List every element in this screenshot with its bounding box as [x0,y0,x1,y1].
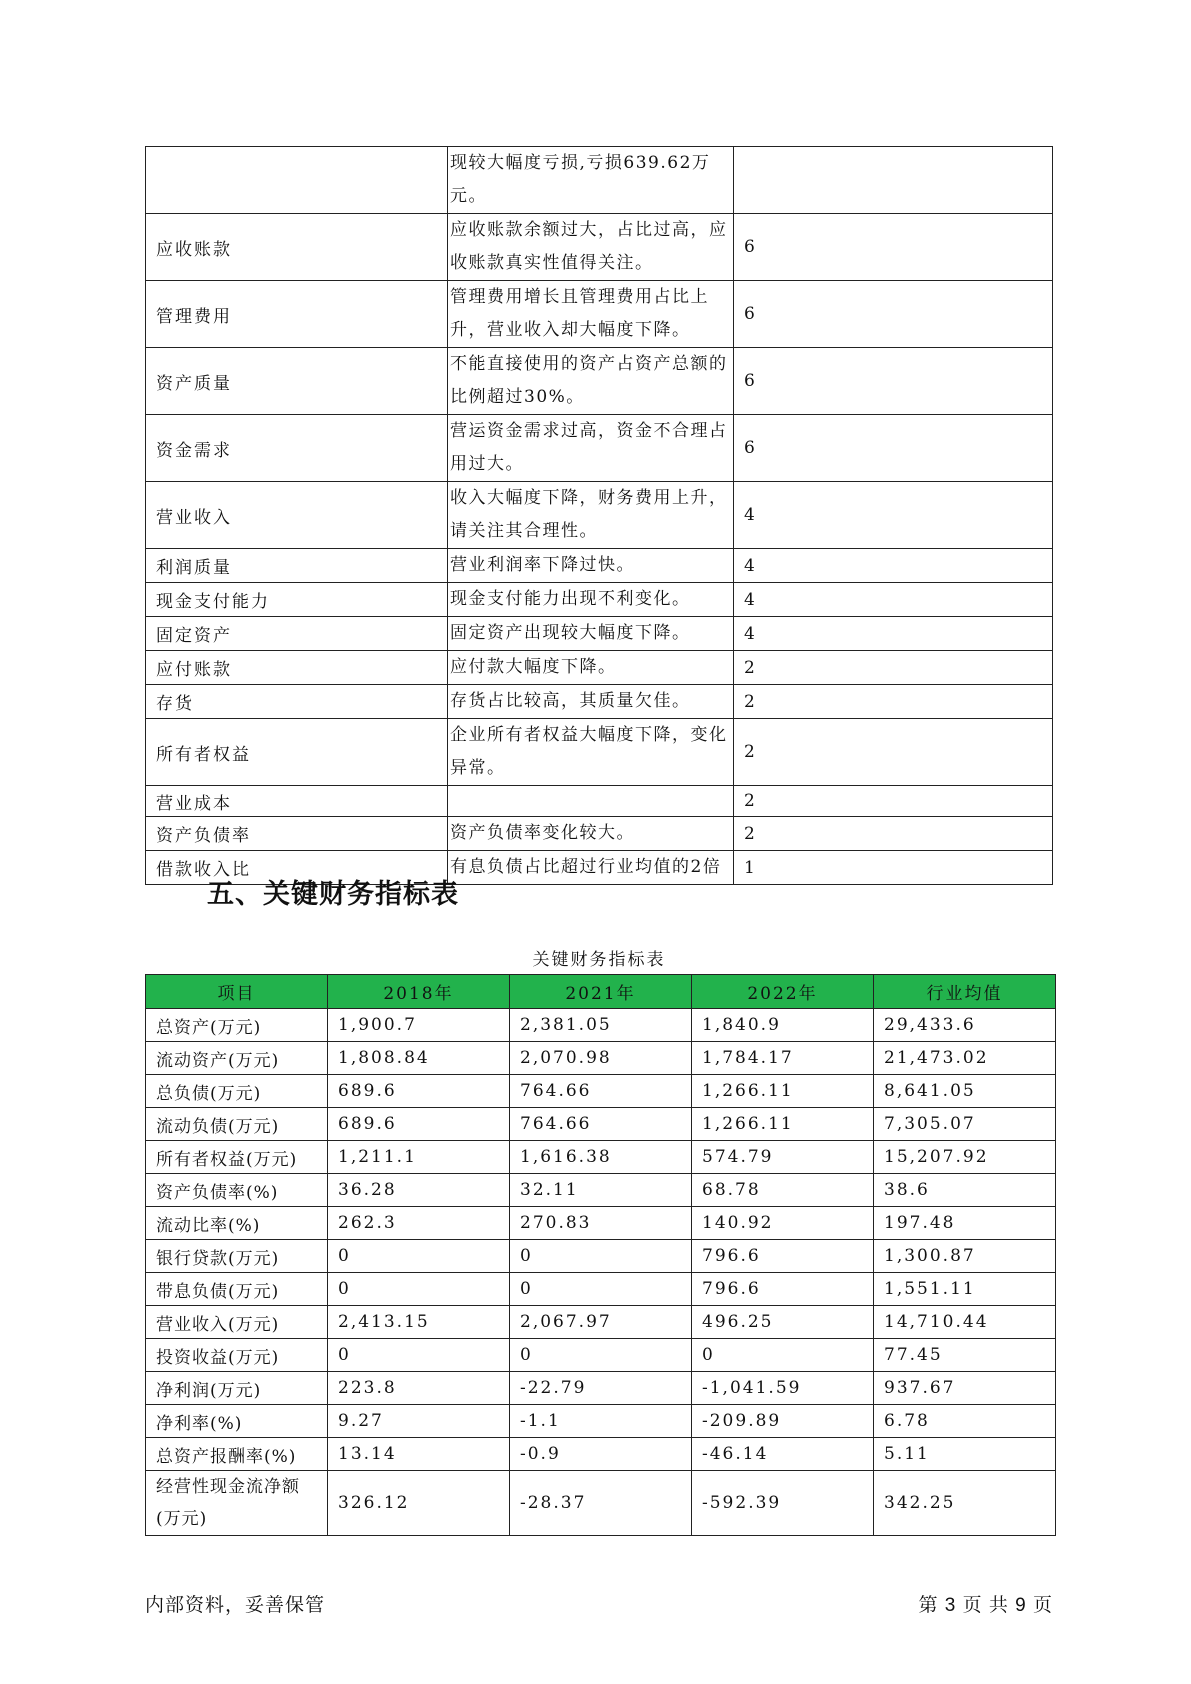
footer-confidential-note: 内部资料，妥善保管 [145,1595,326,1616]
column-header: 2021年 [510,975,692,1009]
value-cell: -1,041.59 [692,1372,874,1405]
value-cell: 937.67 [874,1372,1056,1405]
risk-score-cell: 4 [734,549,1053,583]
value-cell: 223.8 [328,1372,510,1405]
risk-desc-cell: 营业利润率下降过快。 [448,549,734,583]
risk-score-cell: 1 [734,851,1053,885]
value-cell: 0 [510,1273,692,1306]
risk-row [146,617,1053,651]
risk-row [146,281,1053,348]
risk-score-cell: 2 [734,786,1053,817]
risk-score-cell [734,147,1053,214]
value-cell: -22.79 [510,1372,692,1405]
row-label: 净利润(万元) [146,1372,328,1405]
risk-desc-cell: 应付款大幅度下降。 [448,651,734,685]
risk-item-cell: 应付账款 [146,651,448,685]
risk-row [146,817,1053,851]
value-cell: 2,067.97 [510,1306,692,1339]
risk-item-cell: 资产质量 [146,348,448,415]
risk-item-cell: 资金需求 [146,415,448,482]
row-label: 资产负债率(%) [146,1174,328,1207]
table-row [146,1141,1056,1174]
column-header: 2018年 [328,975,510,1009]
value-cell: 0 [328,1339,510,1372]
value-cell: 0 [328,1273,510,1306]
risk-row [146,685,1053,719]
value-cell: -46.14 [692,1438,874,1471]
risk-row [146,583,1053,617]
value-cell: 2,070.98 [510,1042,692,1075]
value-cell: 1,616.38 [510,1141,692,1174]
risk-desc-cell: 企业所有者权益大幅度下降，变化异常。 [448,719,734,786]
risk-indicator-table [145,146,1053,885]
risk-item-cell: 利润质量 [146,549,448,583]
value-cell: 0 [328,1240,510,1273]
value-cell: 1,266.11 [692,1108,874,1141]
risk-row [146,214,1053,281]
value-cell: -0.9 [510,1438,692,1471]
section-title: 五、关键财务指标表 [207,879,459,909]
value-cell: 32.11 [510,1174,692,1207]
value-cell: 496.25 [692,1306,874,1339]
risk-score-cell: 6 [734,281,1053,348]
column-header: 项目 [146,975,328,1009]
table-row [146,1075,1056,1108]
row-label: 净利率(%) [146,1405,328,1438]
risk-desc-cell: 存货占比较高，其质量欠佳。 [448,685,734,719]
risk-row [146,482,1053,549]
risk-desc-cell: 管理费用增长且管理费用占比上升，营业收入却大幅度下降。 [448,281,734,348]
value-cell: 68.78 [692,1174,874,1207]
value-cell: 796.6 [692,1273,874,1306]
risk-row [146,651,1053,685]
table-header-row [146,975,1056,1009]
risk-desc-cell: 固定资产出现较大幅度下降。 [448,617,734,651]
risk-row [146,348,1053,415]
risk-row [146,786,1053,817]
value-cell: 764.66 [510,1108,692,1141]
risk-desc-cell: 资产负债率变化较大。 [448,817,734,851]
risk-item-cell: 应收账款 [146,214,448,281]
value-cell: 689.6 [328,1075,510,1108]
table-row [146,1438,1056,1471]
risk-score-cell: 6 [734,415,1053,482]
value-cell: 1,840.9 [692,1009,874,1042]
table-row [146,1240,1056,1273]
table-row [146,1207,1056,1240]
table-row [146,1009,1056,1042]
value-cell: 1,900.7 [328,1009,510,1042]
table-row [146,1108,1056,1141]
value-cell: 8,641.05 [874,1075,1056,1108]
risk-score-cell: 4 [734,617,1053,651]
risk-item-cell: 营业成本 [146,786,448,817]
row-label: 总资产报酬率(%) [146,1438,328,1471]
value-cell: 0 [510,1240,692,1273]
value-cell: 21,473.02 [874,1042,1056,1075]
risk-score-cell: 6 [734,214,1053,281]
risk-row [146,415,1053,482]
row-label: 投资收益(万元) [146,1339,328,1372]
value-cell: 1,784.17 [692,1042,874,1075]
value-cell: 29,433.6 [874,1009,1056,1042]
value-cell: 15,207.92 [874,1141,1056,1174]
value-cell: 1,551.11 [874,1273,1056,1306]
risk-score-cell: 2 [734,685,1053,719]
value-cell: 1,300.87 [874,1240,1056,1273]
row-label: 总负债(万元) [146,1075,328,1108]
value-cell: 14,710.44 [874,1306,1056,1339]
value-cell: 38.6 [874,1174,1056,1207]
risk-item-cell: 固定资产 [146,617,448,651]
risk-item-cell: 所有者权益 [146,719,448,786]
risk-row [146,549,1053,583]
risk-item-cell: 现金支付能力 [146,583,448,617]
value-cell: 0 [510,1339,692,1372]
column-header: 行业均值 [874,975,1056,1009]
row-label: 带息负债(万元) [146,1273,328,1306]
value-cell: -592.39 [692,1471,874,1536]
value-cell: 689.6 [328,1108,510,1141]
row-label: 营业收入(万元) [146,1306,328,1339]
value-cell: 5.11 [874,1438,1056,1471]
risk-item-cell: 存货 [146,685,448,719]
table-row [146,1471,1056,1536]
value-cell: 9.27 [328,1405,510,1438]
table-caption: 关键财务指标表 [532,950,666,970]
value-cell: 764.66 [510,1075,692,1108]
risk-score-cell: 2 [734,719,1053,786]
value-cell: 2,381.05 [510,1009,692,1042]
risk-score-cell: 2 [734,817,1053,851]
row-label: 流动负债(万元) [146,1108,328,1141]
risk-desc-cell [448,786,734,817]
value-cell: 36.28 [328,1174,510,1207]
value-cell: 140.92 [692,1207,874,1240]
value-cell: 1,808.84 [328,1042,510,1075]
value-cell: 796.6 [692,1240,874,1273]
risk-item-cell [146,147,448,214]
risk-desc-cell: 现金支付能力出现不利变化。 [448,583,734,617]
value-cell: 197.48 [874,1207,1056,1240]
row-label: 流动比率(%) [146,1207,328,1240]
value-cell: -209.89 [692,1405,874,1438]
value-cell: 1,266.11 [692,1075,874,1108]
risk-desc-cell: 现较大幅度亏损,亏损639.62万元。 [448,147,734,214]
risk-score-cell: 2 [734,651,1053,685]
risk-desc-cell: 有息负债占比超过行业均值的2倍 [448,851,734,885]
value-cell: 342.25 [874,1471,1056,1536]
value-cell: 270.83 [510,1207,692,1240]
value-cell: -1.1 [510,1405,692,1438]
key-financial-metrics-table [145,974,1056,1536]
row-label: 所有者权益(万元) [146,1141,328,1174]
risk-desc-cell: 收入大幅度下降，财务费用上升，请关注其合理性。 [448,482,734,549]
value-cell: 6.78 [874,1405,1056,1438]
value-cell: -28.37 [510,1471,692,1536]
value-cell: 2,413.15 [328,1306,510,1339]
value-cell: 7,305.07 [874,1108,1056,1141]
risk-item-cell: 营业收入 [146,482,448,549]
risk-row [146,147,1053,214]
table-row [146,1372,1056,1405]
risk-desc-cell: 营运资金需求过高，资金不合理占用过大。 [448,415,734,482]
risk-score-cell: 6 [734,348,1053,415]
value-cell: 77.45 [874,1339,1056,1372]
row-label: 经营性现金流净额(万元) [146,1471,328,1536]
table-row [146,1273,1056,1306]
risk-desc-cell: 应收账款余额过大，占比过高，应收账款真实性值得关注。 [448,214,734,281]
table-row [146,1306,1056,1339]
row-label: 银行贷款(万元) [146,1240,328,1273]
value-cell: 262.3 [328,1207,510,1240]
risk-row [146,719,1053,786]
value-cell: 0 [692,1339,874,1372]
value-cell: 574.79 [692,1141,874,1174]
risk-item-cell: 资产负债率 [146,817,448,851]
row-label: 流动资产(万元) [146,1042,328,1075]
table-row [146,1174,1056,1207]
row-label: 总资产(万元) [146,1009,328,1042]
value-cell: 326.12 [328,1471,510,1536]
risk-item-cell: 借款收入比 [146,851,448,885]
table-row [146,1405,1056,1438]
risk-score-cell: 4 [734,482,1053,549]
risk-item-cell: 管理费用 [146,281,448,348]
table-row [146,1339,1056,1372]
value-cell: 13.14 [328,1438,510,1471]
value-cell: 1,211.1 [328,1141,510,1174]
column-header: 2022年 [692,975,874,1009]
page-number: 第 3 页 共 9 页 [918,1595,1053,1616]
table-row [146,1042,1056,1075]
risk-desc-cell: 不能直接使用的资产占资产总额的比例超过30%。 [448,348,734,415]
risk-score-cell: 4 [734,583,1053,617]
